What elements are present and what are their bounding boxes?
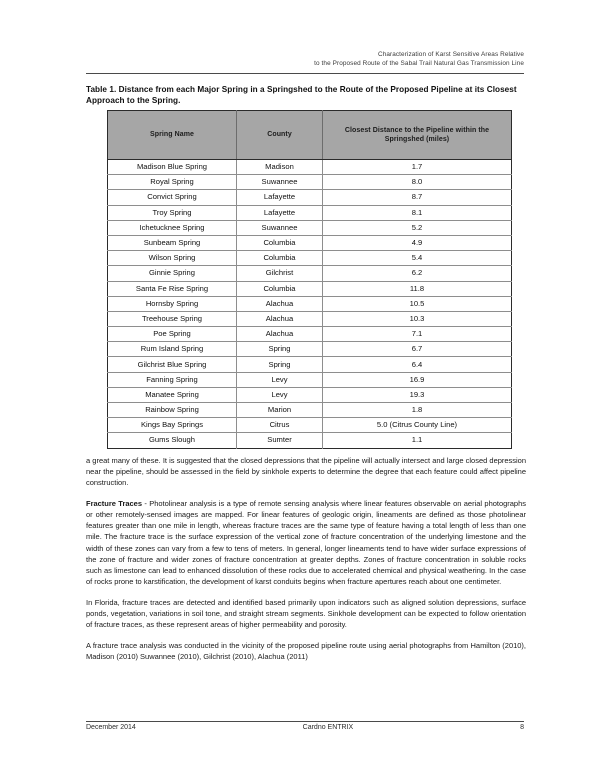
cell-distance: 11.8 [323,281,512,296]
column-header-closest-distance: Closest Distance to the Pipeline within the Springshed (miles) [323,111,512,160]
cell-county: Alachua [237,327,323,342]
running-header-line-1: Characterization of Karst Sensitive Areas Relative [377,51,524,58]
table-row [108,220,512,235]
paragraph-closed-depressions: a great many of these. It is suggested that the closed depressions that the pipeline will actually intersect and large closed depression near the pipeline, should be assessed in the field by sinkhole experts to determine the degree that each feature could affect pipeline construction. [86,456,526,488]
cell-distance: 16.9 [323,372,512,387]
column-header-spring-name: Spring Name [108,111,237,160]
cell-county: Columbia [237,235,323,250]
running-header-line-2: to the Proposed Route of the Sabal Trail Natural Gas Transmission Line [314,60,524,68]
column-header-county: County [237,111,323,160]
table-row [108,296,512,311]
cell-distance: 8.7 [323,190,512,205]
table-row [108,403,512,418]
cell-distance: 4.9 [323,235,512,250]
cell-county: Levy [237,387,323,402]
cell-county: Lafayette [237,190,323,205]
cell-spring-name: Convict Spring [108,190,237,205]
cell-distance: 8.0 [323,175,512,190]
running-footer [86,724,524,731]
cell-spring-name: Ginnie Spring [108,266,237,281]
cell-county: Sumter [237,433,323,448]
cell-spring-name: Sunbeam Spring [108,235,237,250]
table-row [108,205,512,220]
cell-spring-name: Madison Blue Spring [108,160,237,175]
cell-distance: 10.3 [323,311,512,326]
cell-spring-name: Gilchrist Blue Spring [108,357,237,372]
cell-spring-name: Santa Fe Rise Spring [108,281,237,296]
cell-spring-name: Kings Bay Springs [108,418,237,433]
cell-distance: 6.2 [323,266,512,281]
body-text [86,455,526,662]
table-row [108,175,512,190]
footer-date: December 2014 [86,724,136,731]
cell-distance: 1.7 [323,160,512,175]
fracture-traces-lead-in: Fracture Traces [86,498,143,508]
cell-county: Suwannee [237,175,323,190]
header-divider [86,73,524,74]
cell-distance: 5.0 (Citrus County Line) [323,418,512,433]
table-row [108,266,512,281]
table-row [108,327,512,342]
table-row [108,160,512,175]
table-body [108,160,512,449]
cell-county: Marion [237,403,323,418]
cell-spring-name: Troy Spring [108,205,237,220]
table-row [108,372,512,387]
cell-spring-name: Wilson Spring [108,251,237,266]
paragraph-fracture-traces [86,498,526,587]
cell-county: Suwannee [237,220,323,235]
cell-distance: 8.1 [323,205,512,220]
cell-county: Levy [237,372,323,387]
cell-county: Spring [237,342,323,357]
cell-spring-name: Rum Island Spring [108,342,237,357]
fracture-traces-text: - Photolinear analysis is a type of remote sensing analysis where linear features observable on aerial photographs or other remotely-sensed images are mapped. For linear features of geologic origin, lineaments are defined as those photolinear features greater than one mile in length, whereas fracture traces are the same type of feature having a total length of less than one mile. The fracture trace is the surface expression of the vertical zone of fracture concentration of the underlying limestone and the width of these zones can vary from a few to tens of meters. In general, longer lineaments tend to have wider surface expressions of the zone of fracture and wider zones of fracture concentration at greater depths. Zones of fracture concentration in soluble rocks such as limestone can lead to enhanced dissolution of these rocks due to accelerated chemical and physical weathering. In the case of rocks prone to karstification, the development of karst conduits begins when fracture apertures reach about one centimeter. [86,498,526,587]
footer-page-number: 8 [520,724,524,731]
cell-spring-name: Treehouse Spring [108,311,237,326]
cell-distance: 1.1 [411,435,423,445]
table-row [108,281,512,296]
running-header [86,50,524,68]
cell-spring-name: Fanning Spring [108,372,237,387]
spring-distance-table [107,110,512,449]
cell-county: Gilchrist [237,266,323,281]
table-row [108,342,512,357]
table-row [108,190,512,205]
table-header-row [108,111,512,160]
cell-spring-name: Royal Spring [108,175,237,190]
cell-distance: 19.3 [323,387,512,402]
paragraph-analysis-photographs: A fracture trace analysis was conducted in the vicinity of the proposed pipeline route using aerial photographs from Hamilton (2010), Madison (2010) Suwannee (2010), Gilchrist (2010), Alachua (2011) [86,640,526,661]
cell-county: Spring [237,357,323,372]
table-row [108,387,512,402]
cell-county: Madison [237,160,323,175]
cell-distance: 10.5 [323,296,512,311]
table-row [108,433,512,448]
cell-county: Columbia [237,251,323,266]
cell-spring-name: Gums Slough [108,433,237,448]
cell-spring-name: Manatee Spring [108,387,237,402]
cell-county: Alachua [237,296,323,311]
table-row [108,311,512,326]
table-row [108,235,512,250]
footer-company: Cardno ENTRIX [302,724,354,731]
cell-distance: 5.2 [323,220,512,235]
paragraph-florida-indicators: In Florida, fracture traces are detected and identified based primarily upon indicators such as aligned solution depressions, surface ponds, vegetation, variations in soil tone, and straight stream segments. Sinkhole development can be expected to follow orientation of fracture traces, as these represent areas of higher permeability and porosity. [86,597,526,630]
cell-spring-name: Ichetucknee Spring [108,220,237,235]
table-row [108,418,512,433]
cell-distance: 5.4 [323,251,512,266]
cell-spring-name: Rainbow Spring [108,403,237,418]
cell-distance: 7.1 [323,327,512,342]
cell-spring-name: Poe Spring [108,327,237,342]
table-row [108,251,512,266]
cell-distance: 6.7 [323,342,512,357]
cell-distance: 6.4 [323,357,512,372]
cell-county: Alachua [237,311,323,326]
cell-distance: 1.8 [323,403,512,418]
cell-county: Lafayette [237,205,323,220]
table-row [108,357,512,372]
cell-county: Citrus [237,418,323,433]
footer-divider [86,721,524,722]
table-caption: Table 1. Distance from each Major Spring in a Springshed to the Route of the Proposed Pipeline at its Closest Approach to the Spring. [86,85,517,106]
cell-county: Columbia [237,281,323,296]
cell-spring-name: Hornsby Spring [108,296,237,311]
